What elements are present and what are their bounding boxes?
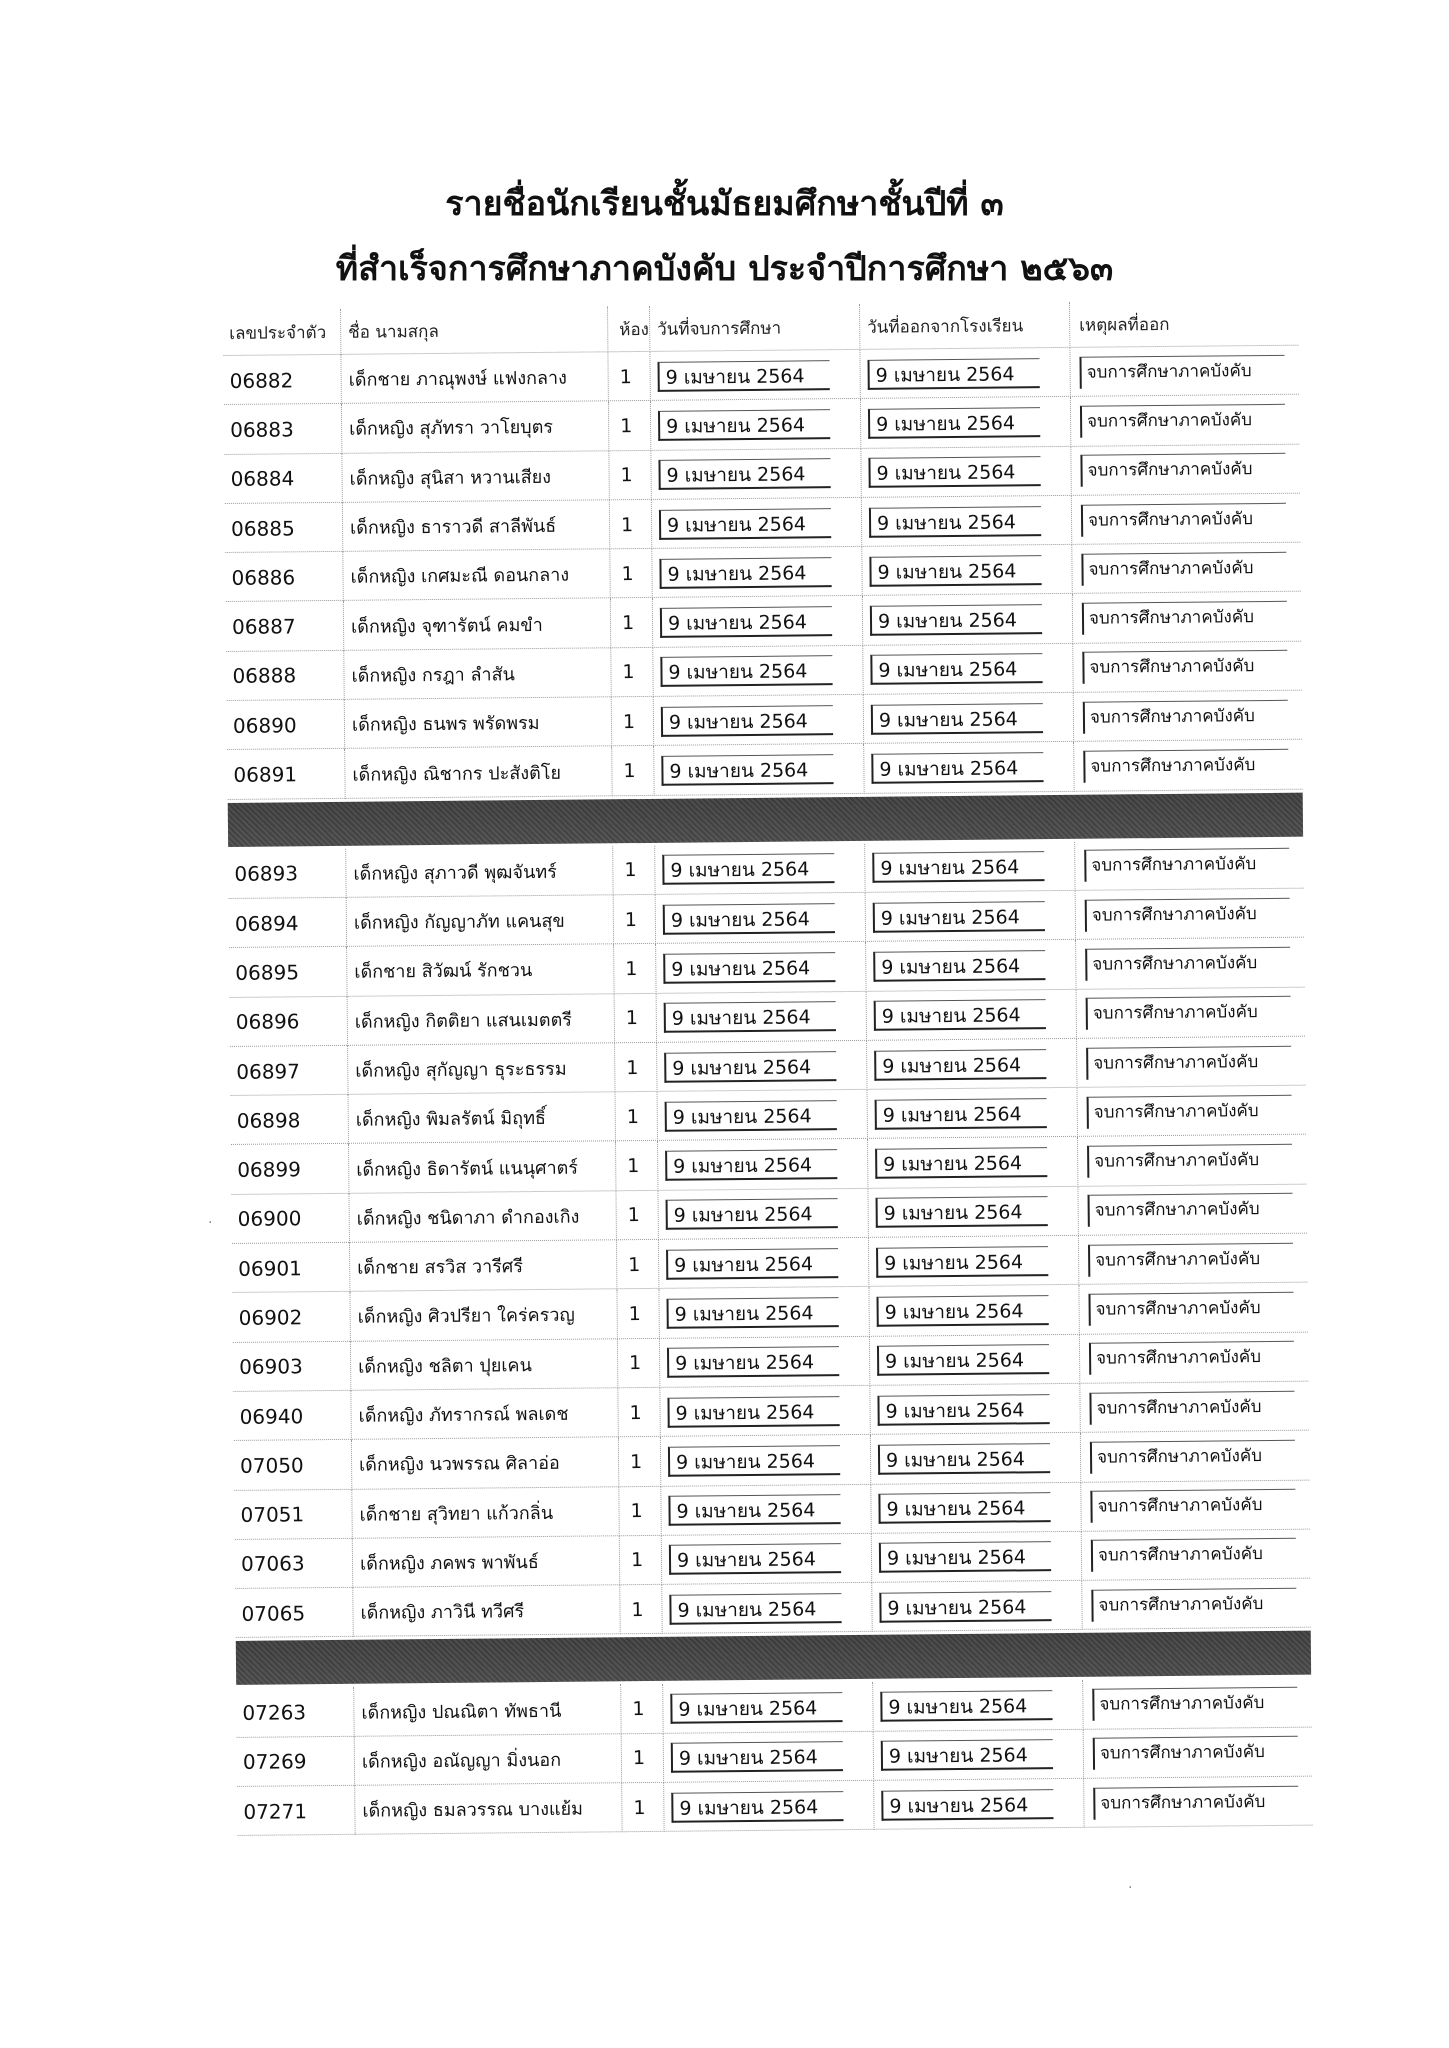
reason-box: จบการศึกษาภาคบังคับ [1090,1440,1295,1474]
cell-leave-date [868,1285,1078,1336]
grad-date-box: 9 เมษายน 2564 [667,1297,839,1329]
cell-leave-date [871,1532,1081,1583]
cell-leave-date [866,1039,1076,1090]
cell-leave-date [867,1137,1077,1188]
grad-date-box: 9 เมษายน 2564 [669,1593,841,1625]
cell-grad-date [662,1682,872,1733]
cell-leave-date [863,693,1073,744]
cell-name: เด็กหญิง กัญญาภัท แคนสุข [346,895,613,947]
cell-room: 1 [608,450,650,500]
page-title-line-1: รายชื่อนักเรียนชั้นมัธยมศึกษาชั้นปีที่ ๓ [445,184,1004,224]
cell-reason [1075,938,1304,989]
cell-name: เด็กชาย สรวิส วารีศรี [349,1240,616,1292]
cell-leave-date [870,1482,1080,1533]
reason-box: จบการศึกษาภาคบังคับ [1087,1144,1292,1178]
cell-student-id: 07051 [240,1502,305,1528]
reason-box: จบการศึกษาภาคบังคับ [1091,1588,1296,1622]
redaction-bar [228,792,1303,846]
cell-student-id: 06882 [229,367,294,393]
cell-leave-date [867,1088,1077,1139]
cell-student-id: 06900 [237,1206,302,1232]
cell-name: เด็กหญิง สุนิสา หวานเสียง [341,451,608,503]
cell-reason [1078,1283,1307,1334]
cell-name: เด็กหญิง กรฎา ลำสัน [343,648,610,700]
cell-reason [1073,740,1302,791]
cell-grad-date [658,1238,868,1289]
cell-room: 1 [620,1684,662,1734]
cell-name: เด็กชาย สุวิทยา แก้วกลิ่น [351,1487,618,1539]
cell-room: 1 [618,1437,660,1487]
cell-student-id: 06883 [230,417,294,442]
cell-student-id: 06895 [235,960,300,985]
cell-name: เด็กหญิง อณัญญา มิ่งนอก [354,1734,621,1786]
header-leave-date: วันที่ออกจากโรงเรียน [859,302,1069,350]
grad-date-box: 9 เมษายน 2564 [665,1149,837,1181]
reason-box: จบการศึกษาภาคบังคับ [1083,749,1288,783]
cell-reason [1077,1135,1306,1186]
cell-name: เด็กหญิง นวพรรณ ศิลาอ่อ [351,1437,618,1489]
grad-date-box: 9 เมษายน 2564 [660,656,832,688]
leave-date-box: 9 เมษายน 2564 [878,1492,1050,1524]
grad-date-box: 9 เมษายน 2564 [664,1001,836,1033]
scan-speck: · [208,1215,213,1231]
cell-student-id: 06885 [230,515,295,541]
cell-room: 1 [609,549,651,599]
cell-grad-date [656,1041,866,1092]
reason-box: จบการศึกษาภาคบังคับ [1086,996,1291,1030]
reason-box: จบการศึกษาภาคบังคับ [1093,1785,1298,1819]
reason-box: จบการศึกษาภาคบังคับ [1086,1045,1291,1079]
cell-student-id: 06901 [238,1255,302,1281]
cell-reason [1071,494,1300,545]
grad-date-box: 9 เมษายน 2564 [671,1741,843,1773]
cell-student-id: 06887 [231,614,296,640]
cell-leave-date [867,1187,1077,1238]
cell-grad-date [663,1732,873,1783]
grad-date-box: 9 เมษายน 2564 [659,557,831,589]
header-name: ชื่อ นามสกุล [340,306,607,355]
header-grad-date: วันที่จบการศึกษา [649,304,859,352]
cell-student-id: 06896 [235,1009,300,1035]
cell-room: 1 [612,846,654,896]
cell-grad-date [657,1139,867,1190]
redaction-bar [236,1631,1311,1685]
cell-leave-date [872,1680,1082,1731]
cell-reason [1069,346,1298,397]
cell-leave-date [861,545,1071,596]
cell-reason [1083,1727,1312,1778]
leave-date-box: 9 เมษายน 2564 [881,1739,1053,1771]
table-row [235,1579,1310,1639]
cell-grad-date [656,991,866,1042]
cell-reason [1071,543,1300,594]
reason-box: จบการศึกษาภาคบังคับ [1080,453,1285,487]
cell-room: 1 [617,1388,659,1438]
cell-name: เด็กชาย ภาณุพงษ์ แฟงกลาง [340,352,607,404]
cell-reason [1081,1579,1310,1630]
cell-room: 1 [610,648,652,698]
reason-box: จบการศึกษาภาคบังคับ [1085,947,1290,981]
cell-name: เด็กหญิง ภัทรากรณ์ พลเดช [350,1388,617,1440]
cell-name: เด็กหญิง ณิชากร ปะสังติโย [344,747,611,799]
cell-student-id: 06897 [236,1058,301,1084]
leave-date-box: 9 เมษายน 2564 [879,1542,1051,1574]
cell-leave-date [868,1236,1078,1287]
cell-room: 1 [621,1734,663,1784]
cell-name: เด็กหญิง ชลิตา ปุยเคน [350,1339,617,1391]
cell-student-id: 06884 [230,466,295,492]
cell-reason [1072,641,1301,692]
cell-student-id: 06894 [234,910,299,936]
cell-room: 1 [613,944,655,994]
leave-date-box: 9 เมษายน 2564 [869,555,1041,587]
cell-room: 1 [608,401,650,451]
grad-date-box: 9 เมษายน 2564 [668,1445,840,1477]
cell-room: 1 [619,1585,661,1635]
cell-room: 1 [616,1240,658,1290]
cell-grad-date [660,1435,870,1486]
cell-name: เด็กหญิง ธนพร พรัดพรม [344,697,611,749]
cell-reason [1070,444,1299,495]
cell-grad-date [649,350,859,401]
cell-name: เด็กหญิง พิมลรัตน์ มิถุทธิ์ [348,1092,615,1144]
cell-leave-date [865,940,1075,991]
table-row [227,740,1302,800]
cell-name: เด็กหญิง ภาวินี ทวีศรี [352,1585,619,1637]
grad-date-box: 9 เมษายน 2564 [661,705,833,737]
grad-date-box: 9 เมษายน 2564 [658,458,830,490]
reason-box: จบการศึกษาภาคบังคับ [1081,552,1286,586]
reason-box: จบการศึกษาภาคบังคับ [1088,1242,1293,1276]
cell-name: เด็กหญิง สุกัญญา ธุระธรรม [347,1043,614,1095]
cell-student-id: 06898 [236,1108,301,1133]
cell-leave-date [873,1730,1083,1781]
leave-date-box: 9 เมษายน 2564 [877,1295,1049,1327]
reason-box: จบการศึกษาภาคบังคับ [1085,897,1290,931]
cell-room: 1 [617,1339,659,1389]
grad-date-box: 9 เมษายน 2564 [663,903,835,935]
cell-grad-date [651,547,861,598]
cell-room: 1 [615,1141,657,1191]
reason-box: จบการศึกษาภาคบังคับ [1088,1292,1293,1326]
cell-leave-date [861,496,1071,547]
cell-student-id: 07269 [242,1749,307,1775]
scan-speck: · [1128,1880,1133,1896]
cell-student-id: 06890 [232,713,297,738]
cell-reason [1072,592,1301,643]
table-body [223,346,1312,1837]
cell-reason [1079,1382,1308,1433]
cell-student-id: 06888 [232,663,297,689]
cell-grad-date [659,1336,869,1387]
cell-room: 1 [610,598,652,648]
reason-box: จบการศึกษาภาคบังคับ [1093,1736,1298,1770]
reason-box: จบการศึกษาภาคบังคับ [1088,1193,1293,1227]
leave-date-box: 9 เมษายน 2564 [878,1443,1050,1475]
cell-student-id: 07050 [239,1453,304,1478]
cell-reason [1076,1037,1305,1088]
cell-reason [1076,987,1305,1038]
leave-date-box: 9 เมษายน 2564 [876,1246,1048,1278]
cell-student-id: 07065 [241,1601,306,1626]
cell-room: 1 [609,500,651,550]
cell-leave-date [860,397,1070,448]
leave-date-box: 9 เมษายน 2564 [869,506,1041,538]
cell-grad-date [663,1781,873,1832]
cell-reason [1083,1777,1312,1828]
cell-leave-date [865,891,1075,942]
leave-date-box: 9 เมษายน 2564 [874,1049,1046,1081]
cell-name: เด็กหญิง ภคพร พาพันธ์ [352,1536,619,1588]
cell-grad-date [650,399,860,450]
leave-date-box: 9 เมษายน 2564 [871,703,1043,735]
cell-room: 1 [613,895,655,945]
cell-leave-date [863,742,1073,793]
leave-date-box: 9 เมษายน 2564 [877,1394,1049,1426]
reason-box: จบการศึกษาภาคบังคับ [1082,650,1287,684]
leave-date-box: 9 เมษายน 2564 [873,950,1045,982]
cell-name: เด็กชาย สิวัฒน์ รักชวน [346,945,613,997]
cell-reason [1080,1480,1309,1531]
cell-room: 1 [619,1536,661,1586]
cell-room: 1 [611,746,653,796]
cell-leave-date [864,842,1074,893]
grad-date-box: 9 เมษายน 2564 [671,1791,843,1823]
cell-reason [1081,1529,1310,1580]
cell-room: 1 [616,1289,658,1339]
grad-date-box: 9 เมษายน 2564 [663,952,835,984]
cell-grad-date [655,942,865,993]
reason-box: จบการศึกษาภาคบังคับ [1087,1095,1292,1129]
cell-name: เด็กหญิง ธิดารัตน์ แนนุศาตร์ [348,1142,615,1194]
table-row [237,1777,1312,1837]
grad-date-box: 9 เมษายน 2564 [666,1248,838,1280]
cell-room: 1 [607,352,649,402]
cell-reason [1082,1678,1311,1729]
cell-leave-date [860,446,1070,497]
reason-box: จบการศึกษาภาคบังคับ [1089,1390,1294,1424]
cell-student-id: 06903 [239,1354,303,1380]
grad-date-box: 9 เมษายน 2564 [666,1199,838,1231]
header-student-id: เลขประจำตัว [229,322,327,344]
cell-room: 1 [611,697,653,747]
grad-date-box: 9 เมษายน 2564 [670,1692,842,1724]
leave-date-box: 9 เมษายน 2564 [872,851,1044,883]
cell-grad-date [661,1583,871,1634]
leave-date-box: 9 เมษายน 2564 [871,752,1043,784]
cell-leave-date [859,348,1069,399]
cell-student-id: 06940 [239,1403,304,1429]
cell-leave-date [870,1433,1080,1484]
cell-name: เด็กหญิง ปณณิตา ทัพธานี [353,1685,620,1737]
cell-grad-date [653,695,863,746]
cell-leave-date [869,1334,1079,1385]
cell-student-id: 06891 [233,762,298,787]
cell-reason [1074,839,1303,890]
grad-date-box: 9 เมษายน 2564 [667,1346,839,1378]
cell-reason [1079,1332,1308,1383]
cell-name: เด็กหญิง ชนิดาภา ดำกองเกิง [348,1191,615,1243]
cell-name: เด็กหญิง จุฑารัตน์ คมขำ [343,599,610,651]
leave-date-box: 9 เมษายน 2564 [870,654,1042,686]
cell-reason [1078,1234,1307,1285]
grad-date-box: 9 เมษายน 2564 [662,853,834,885]
cell-leave-date [873,1779,1083,1830]
cell-student-id: 06902 [238,1305,303,1330]
cell-student-id: 06886 [231,565,296,590]
leave-date-box: 9 เมษายน 2564 [877,1344,1049,1376]
reason-box: จบการศึกษาภาคบังคับ [1092,1687,1297,1721]
cell-grad-date [657,1090,867,1141]
cell-name: เด็กหญิง กิตติยา แสนเมตตรี [347,994,614,1046]
grad-date-box: 9 เมษายน 2564 [658,409,830,441]
cell-name: เด็กหญิง สุภาวดี พุฒจันทร์ [345,846,612,898]
leave-date-box: 9 เมษายน 2564 [868,407,1040,439]
cell-student-id: 07263 [242,1700,307,1725]
reason-box: จบการศึกษาภาคบังคับ [1083,700,1288,734]
cell-student-id: 07063 [240,1551,305,1577]
cell-room: 1 [618,1486,660,1536]
cell-room: 1 [615,1092,657,1142]
leave-date-box: 9 เมษายน 2564 [873,901,1045,933]
cell-name: เด็กหญิง ธาราวดี สาลีพันธ์ [342,500,609,552]
cell-reason [1070,395,1299,446]
leave-date-box: 9 เมษายน 2564 [875,1147,1047,1179]
leave-date-box: 9 เมษายน 2564 [880,1690,1052,1722]
cell-grad-date [658,1287,868,1338]
cell-grad-date [655,893,865,944]
reason-box: จบการศึกษาภาคบังคับ [1082,601,1287,635]
leave-date-box: 9 เมษายน 2564 [879,1591,1051,1623]
reason-box: จบการศึกษาภาคบังคับ [1080,404,1285,438]
grad-date-box: 9 เมษายน 2564 [668,1494,840,1526]
cell-grad-date [650,448,860,499]
cell-room: 1 [614,993,656,1043]
cell-leave-date [862,644,1072,695]
cell-room: 1 [621,1783,663,1833]
cell-name: เด็กหญิง สุภัทรา วาโยบุตร [341,402,608,454]
grad-date-box: 9 เมษายน 2564 [658,360,830,392]
cell-name: เด็กหญิง ศิวปรียา ใคร่ครวญ [349,1290,616,1342]
leave-date-box: 9 เมษายน 2564 [875,1098,1047,1130]
cell-grad-date [660,1484,870,1535]
header-reason: เหตุผลที่ออก [1069,300,1298,348]
cell-name: เด็กหญิง เกศมะณี ดอนกลาง [342,549,609,601]
cell-leave-date [871,1581,1081,1632]
cell-grad-date [653,744,863,795]
cell-leave-date [869,1384,1079,1435]
cell-grad-date [657,1189,867,1240]
reason-box: จบการศึกษาภาคบังคับ [1091,1538,1296,1572]
cell-name: เด็กหญิง ธมลวรรณ บางแย้ม [354,1783,621,1835]
cell-grad-date [661,1534,871,1585]
leave-date-box: 9 เมษายน 2564 [876,1197,1048,1229]
cell-reason [1073,691,1302,742]
grad-date-box: 9 เมษายน 2564 [661,754,833,786]
leave-date-box: 9 เมษายน 2564 [868,358,1040,390]
grad-date-box: 9 เมษายน 2564 [665,1100,837,1132]
grad-date-box: 9 เมษายน 2564 [667,1396,839,1428]
header-room: ห้อง [607,306,649,352]
leave-date-box: 9 เมษายน 2564 [868,456,1040,488]
leave-date-box: 9 เมษายน 2564 [874,999,1046,1031]
cell-room: 1 [614,1043,656,1093]
page-title-line-2: ที่สำเร็จการศึกษาภาคบังคับ ประจำปีการศึกษา ๒๕๖๓ [335,249,1114,289]
cell-grad-date [652,646,862,697]
cell-leave-date [862,594,1072,645]
cell-student-id: 06893 [234,861,299,887]
leave-date-box: 9 เมษายน 2564 [870,604,1042,636]
cell-reason [1077,1086,1306,1137]
reason-box: จบการศึกษาภาคบังคับ [1084,848,1289,882]
reason-box: จบการศึกษาภาคบังคับ [1081,502,1286,536]
cell-student-id: 07271 [243,1798,308,1824]
grad-date-box: 9 เมษายน 2564 [659,508,831,540]
cell-reason [1075,889,1304,940]
cell-student-id: 06899 [237,1157,301,1182]
reason-box: จบการศึกษาภาคบังคับ [1090,1489,1295,1523]
cell-grad-date [654,844,864,895]
cell-reason [1080,1431,1309,1482]
student-table [223,300,1313,1837]
reason-box: จบการศึกษาภาคบังคับ [1089,1341,1294,1375]
cell-grad-date [652,596,862,647]
cell-reason [1077,1184,1306,1235]
cell-room: 1 [615,1191,657,1241]
grad-date-box: 9 เมษายน 2564 [660,606,832,638]
grad-date-box: 9 เมษายน 2564 [669,1544,841,1576]
leave-date-box: 9 เมษายน 2564 [881,1789,1053,1821]
reason-box: จบการศึกษาภาคบังคับ [1079,354,1284,388]
grad-date-box: 9 เมษายน 2564 [664,1051,836,1083]
cell-leave-date [866,989,1076,1040]
cell-grad-date [651,498,861,549]
cell-grad-date [659,1386,869,1437]
